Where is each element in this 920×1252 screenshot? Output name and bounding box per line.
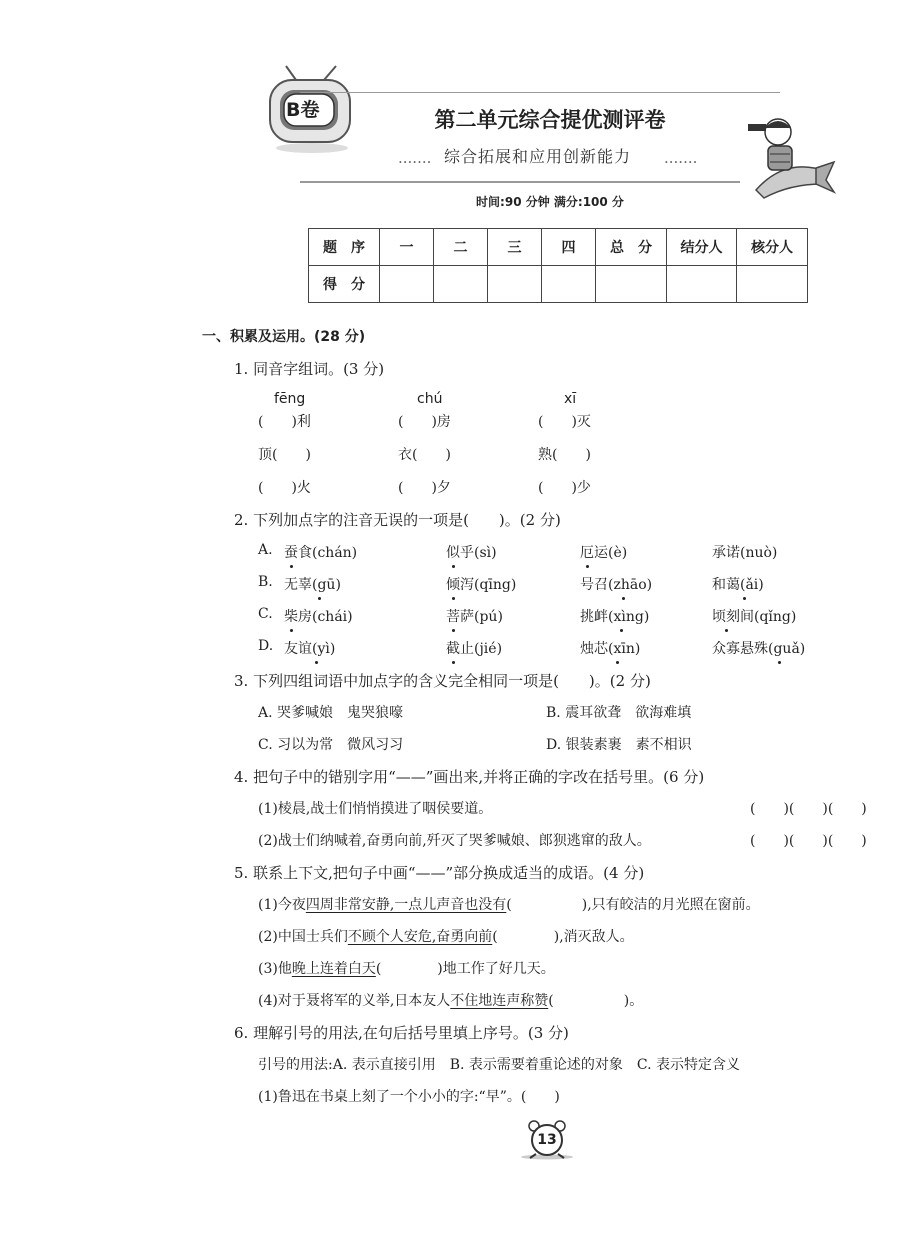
- table-cell[interactable]: [667, 266, 737, 303]
- option-item: 截止(jié): [446, 638, 502, 658]
- dotted-char: 蚕: [284, 542, 298, 562]
- table-cell: 四: [542, 229, 596, 266]
- sentence: (4)对于聂将军的义举,日本友人不住地连声称赞( )。: [258, 993, 644, 1009]
- score-table: [308, 228, 808, 303]
- option-label[interactable]: C.: [258, 606, 273, 622]
- question-1-stem: 1. 同音字组词。(3 分): [234, 360, 385, 378]
- blank-item[interactable]: 顶( ): [258, 447, 311, 463]
- option-item[interactable]: D. 银装素裹 素不相识: [546, 737, 692, 753]
- dotted-char: 芯(xīn): [594, 638, 640, 658]
- blank-item[interactable]: ( )利: [258, 414, 311, 430]
- answer-blanks[interactable]: ( )( )( ): [750, 801, 867, 817]
- answer-blanks[interactable]: ( )( )( ): [750, 833, 867, 849]
- option-item: 众寡悬殊(guǎ): [712, 638, 805, 658]
- title-rule-top: [300, 92, 780, 93]
- question-2-stem: 2. 下列加点字的注音无误的一项是( )。(2 分): [234, 511, 561, 529]
- option-item: 号召(zhāo): [580, 574, 652, 594]
- option-item: 厄运(è): [580, 542, 627, 562]
- table-cell[interactable]: [596, 266, 667, 303]
- table-cell: 题 序: [309, 229, 380, 266]
- option-item: 和蔼(ǎi): [712, 574, 764, 594]
- underlined-phrase: 不住地连声称赞: [450, 993, 549, 1009]
- option-item: 蚕食(chán): [284, 542, 357, 562]
- boy-on-rocket-icon: [746, 112, 836, 202]
- blank-item[interactable]: ( )夕: [398, 480, 451, 496]
- pinyin-label: fēng: [274, 391, 306, 407]
- dotted-char: 谊(yì): [298, 638, 335, 658]
- option-label[interactable]: A.: [258, 542, 273, 558]
- option-item: 承诺(nuò): [712, 545, 778, 561]
- option-item: 倾泻(qīng): [446, 574, 516, 594]
- page-title: 第二单元综合提优测评卷: [434, 108, 666, 132]
- time-and-score-info: 时间:90 分钟 满分:100 分: [476, 195, 624, 209]
- blank-item[interactable]: ( )火: [258, 480, 311, 496]
- option-label[interactable]: D.: [258, 638, 274, 654]
- option-item: 无辜(gū): [284, 574, 341, 594]
- underlined-phrase: 晚上连着白天: [291, 961, 376, 977]
- dotted-char: 蔼(ǎi): [726, 574, 764, 594]
- underlined-phrase: 四周非常安静,一点儿声音也没有: [305, 897, 507, 913]
- score-table-header-row: [309, 229, 808, 266]
- answer-blank[interactable]: ( ),消灭敌人。: [492, 929, 634, 945]
- question-5-stem: 5. 联系上下文,把句子中画“——”部分换成适当的成语。(4 分): [234, 864, 645, 882]
- page-number: 13: [537, 1132, 557, 1148]
- table-cell: 总 分: [596, 229, 667, 266]
- table-cell: 得 分: [309, 266, 380, 303]
- table-cell[interactable]: [380, 266, 434, 303]
- table-cell: 三: [488, 229, 542, 266]
- answer-blank[interactable]: ( )。: [548, 993, 644, 1009]
- quote-usage-list: 引号的用法:A. 表示直接引用 B. 表示需要着重论述的对象 C. 表示特定含义: [258, 1057, 741, 1073]
- option-item[interactable]: B. 震耳欲聋 欲海难填: [546, 705, 692, 721]
- dotted-char: 顷刻: [712, 606, 740, 626]
- dotted-char: 似: [446, 542, 460, 562]
- question-4-stem: 4. 把句子中的错别字用“——”画出来,并将正确的字改在括号里。(6 分): [234, 768, 705, 786]
- option-item: 挑衅(xìng): [580, 606, 649, 626]
- table-cell: 核分人: [737, 229, 808, 266]
- pinyin-label: chú: [417, 391, 443, 407]
- dotted-char: 衅(xìng): [594, 606, 649, 626]
- answer-blank[interactable]: ( )地工作了好几天。: [375, 961, 555, 977]
- option-item: 顷刻间(qǐng): [712, 606, 796, 626]
- dotted-char: 厄: [580, 542, 594, 562]
- option-item: 柴房(chái): [284, 606, 353, 626]
- blank-item[interactable]: 衣( ): [398, 447, 451, 463]
- pinyin-label: xī: [564, 391, 577, 407]
- subtitle-dots-left: ·······: [398, 153, 432, 171]
- table-cell: 一: [380, 229, 434, 266]
- answer-blank[interactable]: ( ),只有皎洁的月光照在窗前。: [506, 897, 760, 913]
- sentence: (2)战士们纳喊着,奋勇向前,歼灭了哭爹喊娘、郎狈逃窜的敌人。: [258, 833, 651, 849]
- table-cell[interactable]: [488, 266, 542, 303]
- option-item: 友谊(yì): [284, 638, 335, 658]
- sentence: (2)中国士兵们不顾个人安危,奋勇向前( ),消灭敌人。: [258, 929, 634, 945]
- subtitle-dots-right: ·······: [664, 153, 698, 171]
- option-item[interactable]: A. 哭爹喊娘 鬼哭狼嚎: [258, 705, 404, 721]
- sentence: (1)鲁迅在书桌上刻了一个小小的字:“早”。( ): [258, 1089, 560, 1105]
- underlined-phrase: 不顾个人安危,奋勇向前: [347, 929, 493, 945]
- question-3-stem: 3. 下列四组词语中加点字的含义完全相同一项是( )。(2 分): [234, 672, 651, 690]
- paper-badge: B卷: [286, 99, 320, 121]
- section-title: 一、积累及运用。(28 分): [202, 329, 366, 345]
- dotted-char: 菩: [446, 606, 460, 626]
- table-cell[interactable]: [542, 266, 596, 303]
- option-item[interactable]: C. 习以为常 微风习习: [258, 737, 404, 753]
- option-item: 烛芯(xīn): [580, 638, 640, 658]
- dotted-char: 殊(guǎ): [754, 638, 805, 658]
- question-6-stem: 6. 理解引号的用法,在句后括号里填上序号。(3 分): [234, 1024, 569, 1042]
- table-cell: 结分人: [667, 229, 737, 266]
- title-rule-bottom: [300, 181, 740, 183]
- score-table-score-row: [309, 266, 808, 303]
- dotted-char: 截: [446, 638, 460, 658]
- blank-item[interactable]: ( )房: [398, 414, 451, 430]
- dotted-char: 柴: [284, 606, 298, 626]
- option-item: 似乎(sì): [446, 542, 497, 562]
- blank-item[interactable]: ( )少: [538, 480, 591, 496]
- dotted-char: 召(zhāo): [594, 574, 652, 594]
- blank-item[interactable]: ( )灭: [538, 414, 591, 430]
- page-subtitle: 综合拓展和应用创新能力: [444, 147, 632, 166]
- sentence: (1)棱晨,战士们悄悄摸进了咽侯要道。: [258, 801, 493, 817]
- table-cell[interactable]: [434, 266, 488, 303]
- dotted-char: 倾: [446, 574, 460, 594]
- blank-item[interactable]: 熟( ): [538, 447, 591, 463]
- table-cell[interactable]: [737, 266, 808, 303]
- table-cell: 二: [434, 229, 488, 266]
- sentence: (3)他晚上连着白天( )地工作了好几天。: [258, 961, 555, 977]
- sentence: (1)今夜四周非常安静,一点儿声音也没有( ),只有皎洁的月光照在窗前。: [258, 897, 760, 913]
- option-label[interactable]: B.: [258, 574, 273, 590]
- dotted-char: 辜(gū): [298, 574, 341, 594]
- option-item: 菩萨(pú): [446, 606, 503, 626]
